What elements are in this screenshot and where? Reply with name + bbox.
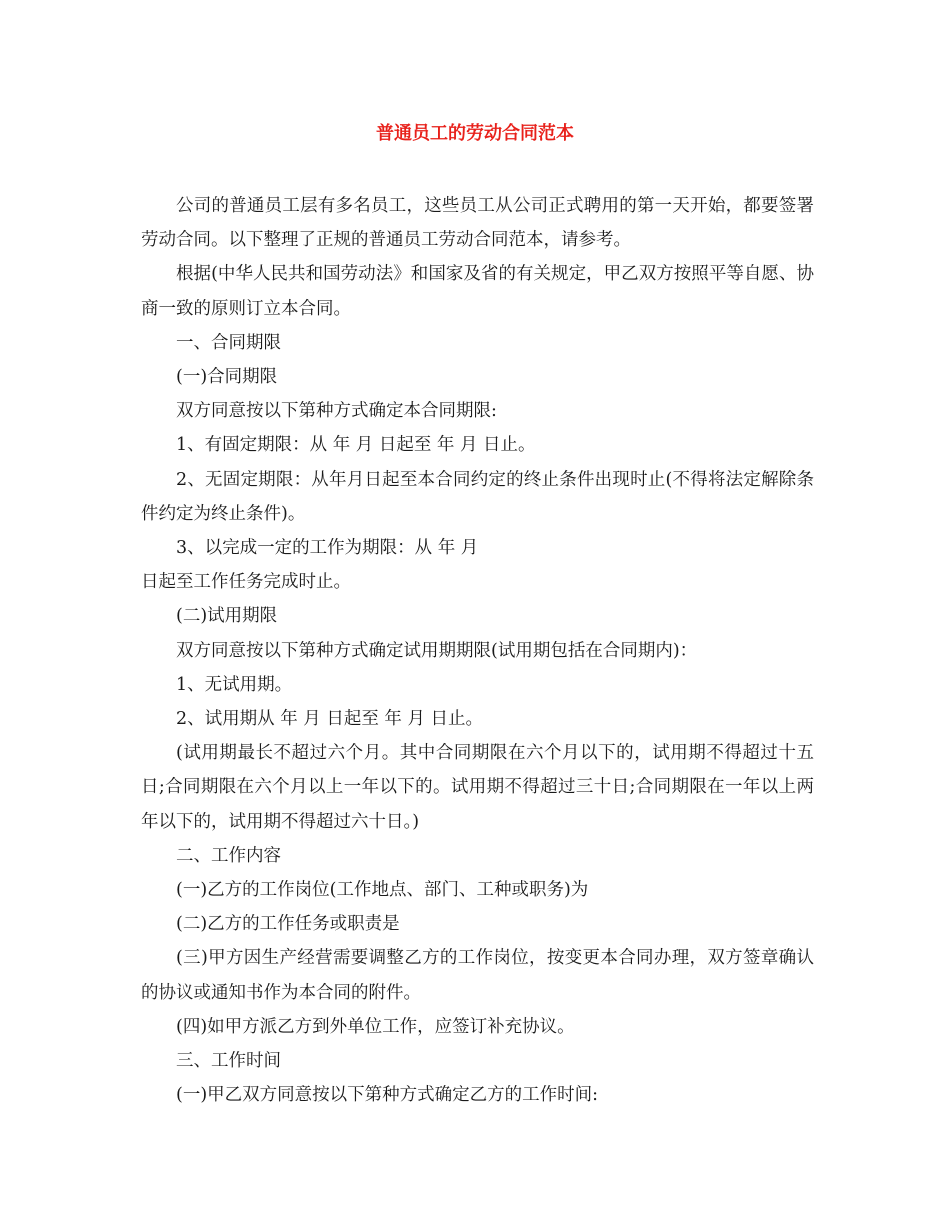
paragraph-task-term-end: 日起至工作任务完成时止。 xyxy=(141,572,351,593)
list-item-task-term: 3、以完成一定的工作为期限：从 年 月 xyxy=(176,538,479,559)
subsection-heading-contract-term: (一)合同期限 xyxy=(176,367,278,388)
list-item-no-probation: 1、无试用期。 xyxy=(176,674,293,695)
list-item-work-post: (一)乙方的工作岗位(工作地点、部门、工种或职务)为 xyxy=(176,880,589,901)
page-title: 普通员工的劳动合同范本 xyxy=(376,123,574,144)
section-heading-work-content: 二、工作内容 xyxy=(176,845,281,866)
list-item-post-adjustment: (三)甲方因生产经营需要调整乙方的工作岗位，按变更本合同办理，双方签章确认的协议或通知书作为本合同的附件。 xyxy=(141,948,814,1003)
document-body xyxy=(141,189,814,1112)
list-item-working-hours-method: (一)甲乙双方同意按以下第种方式确定乙方的工作时间: xyxy=(176,1085,599,1106)
subsection-heading-probation: (二)试用期限 xyxy=(176,606,278,627)
list-item-fixed-term: 1、有固定期限：从 年 月 日起至 年 月 日止。 xyxy=(176,435,536,456)
section-heading-working-hours: 三、工作时间 xyxy=(176,1051,281,1072)
list-item-open-term: 2、无固定期限：从年月日起至本合同约定的终止条件出现时止(不得将法定解除条件约定为终止条件)。 xyxy=(141,469,814,524)
list-item-work-duties: (二)乙方的工作任务或职责是 xyxy=(176,914,400,935)
list-item-external-assignment: (四)如甲方派乙方到外单位工作，应签订补充协议。 xyxy=(176,1016,575,1037)
paragraph-intro-1: 公司的普通员工层有多名员工，这些员工从公司正式聘用的第一天开始，都要签署劳动合同。以下整理了正规的普通员工劳动合同范本，请参考。 xyxy=(141,196,814,251)
paragraph-probation-method: 双方同意按以下第种方式确定试用期期限(试用期包括在合同期内)： xyxy=(176,640,698,661)
paragraph-probation-limits: (试用期最长不超过六个月。其中合同期限在六个月以下的，试用期不得超过十五日;合同期限在六个月以上一年以下的。试用期不得超过三十日;合同期限在一年以上两年以下的，试用期不得超过六十日。) xyxy=(141,743,814,832)
list-item-probation-period: 2、试用期从 年 月 日起至 年 月 日止。 xyxy=(176,709,484,730)
paragraph-intro-2: 根据(中华人民共和国劳动法》和国家及省的有关规定，甲乙双方按照平等自愿、协商一致的原则订立本合同。 xyxy=(141,264,814,319)
paragraph-term-method: 双方同意按以下第种方式确定本合同期限: xyxy=(176,401,497,422)
section-heading-contract-term: 一、合同期限 xyxy=(176,332,281,353)
